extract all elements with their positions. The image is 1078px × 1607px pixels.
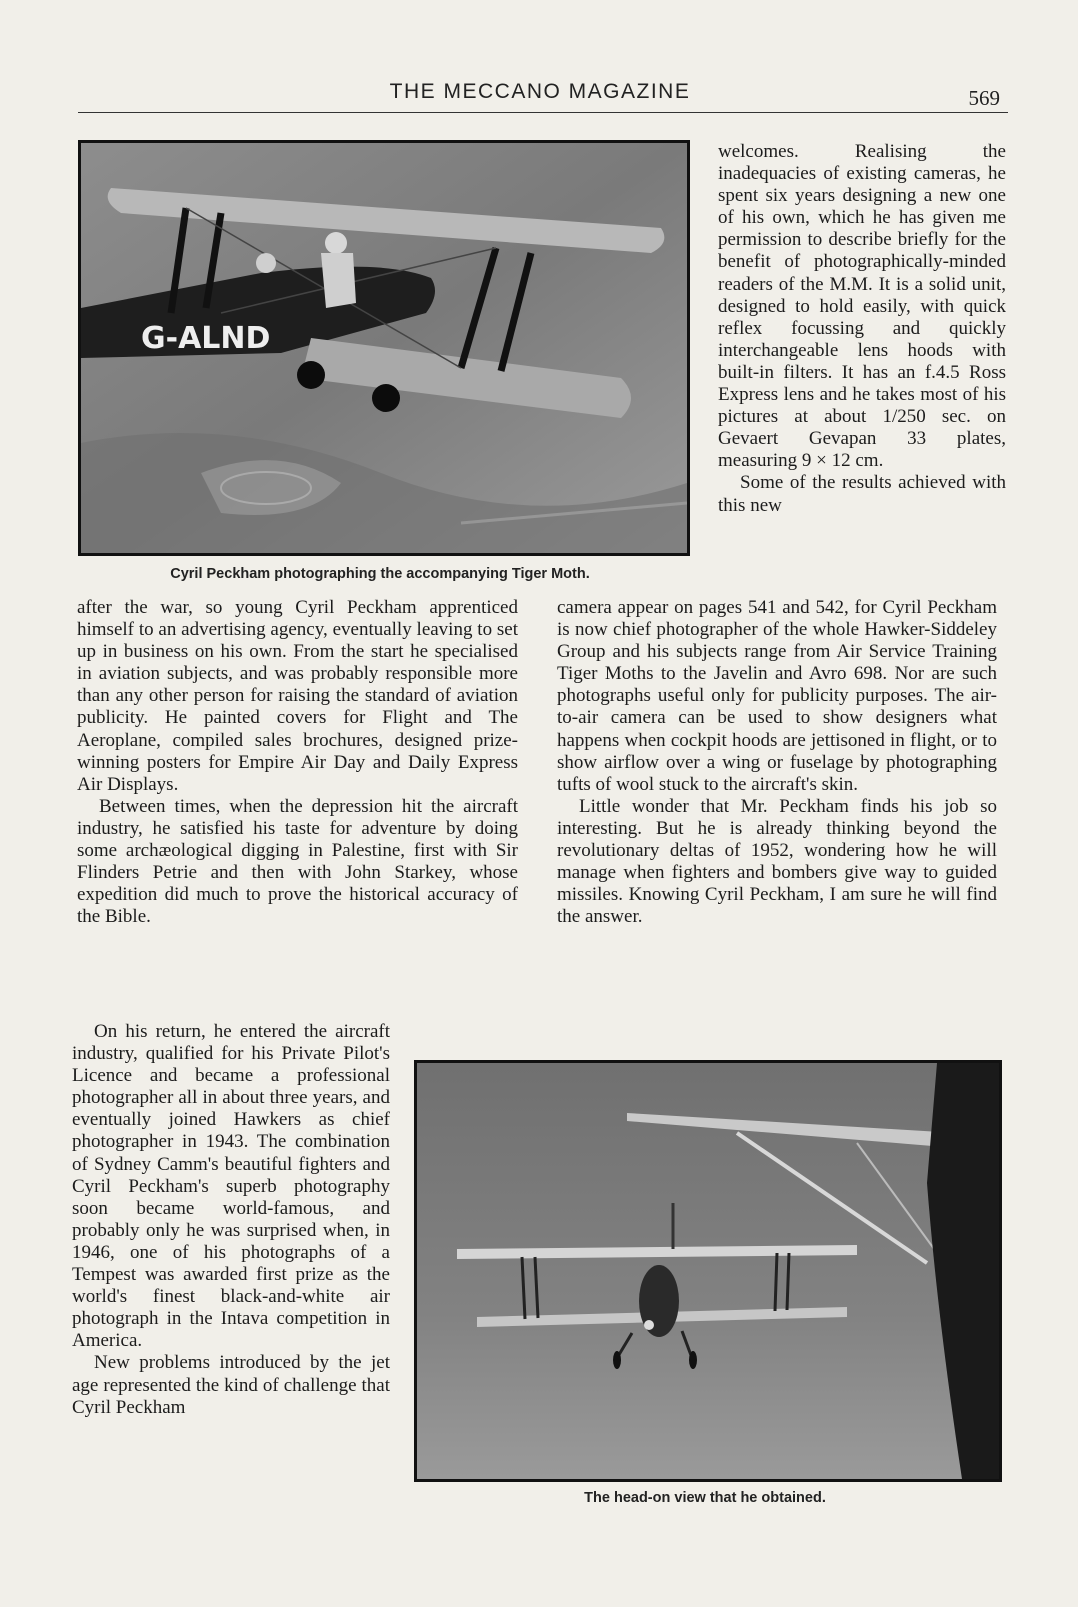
left-column-narrow <box>72 1021 390 1419</box>
running-header: THE MECCANO MAGAZINE <box>389 80 691 103</box>
paragraph: Some of the results achieved with this new <box>718 472 1006 516</box>
right-column-top <box>718 141 1006 517</box>
head-on-biplane-illustration <box>417 1063 999 1479</box>
figure-caption-1: Cyril Peckham photographing the accompanying Tiger Moth. <box>170 566 590 582</box>
paragraph: New problems introduced by the jet age represented the kind of challenge that Cyril Peckham <box>72 1352 390 1418</box>
paragraph: On his return, he entered the aircraft industry, qualified for his Private Pilot's Licence and became a professional photographer all in about three years, and eventually joined Hawkers as chief photographer in 1943. The combination of Sydney Camm's beautiful fighters and Cyril Peckham's superb photography soon became world-famous, and probably only he was surprised when, in 1946, one of his photographs of a Tempest was awarded first prize as the world's finest black-and-white air photograph in the Intava competition in America. <box>72 1021 390 1352</box>
figure-caption-2: The head-on view that he obtained. <box>584 1490 826 1506</box>
paragraph: Little wonder that Mr. Peckham finds his job so interesting. But he is already thinking beyond the revolutionary deltas of 1952, wondering how he will manage when fighters and bombers give way to guided missiles. Knowing Cyril Peckham, I am sure he will find the answer. <box>557 795 997 928</box>
left-column <box>77 597 518 928</box>
page-number: 569 <box>968 86 1000 110</box>
paragraph: welcomes. Realising the inadequacies of existing cameras, he spent six years designing a new one of his own, which he has given me permission to describe briefly for the benefit of photographically-minded readers of the M.M. It is a solid unit, designed to hold easily, with quick reflex focussing and quickly interchangeable lens hoods with built-in filters. It has an f.4.5 Ross Express lens and he takes most of his pictures at about 1/250 sec. on Gevaert Gevapan 33 plates, measuring 9 × 12 cm. <box>718 141 1006 472</box>
paragraph: camera appear on pages 541 and 542, for Cyril Peckham is now chief photographer of the whole Hawker-Siddeley Group and his subjects range from Air Service Training Tiger Moths to the Javelin and Avro 698. Nor are such photographs useful only for publicity purposes. The air-to-air camera can be used to show designers what happens when cockpit hoods are jettisoned in flight, or to show airflow over a wing or fuselage by photographing tufts of wool stuck to the aircraft's skin. <box>557 597 997 795</box>
paragraph: after the war, so young Cyril Peckham apprenticed himself to an advertising agency, eventually leaving to set up in business on his own. From the start he specialised in aviation subjects, and was probably responsible more than any other person for raising the standard of aviation publicity. He painted covers for Flight and The Aeroplane, compiled sales brochures, designed prize-winning posters for Empire Air Day and Daily Express Air Displays. <box>77 597 518 795</box>
paragraph: Between times, when the depression hit the aircraft industry, he satisfied his taste for adventure by doing some archæological digging in Palestine, first with Sir Flinders Petrie and then with John Starkey, whose expedition did much to prove the historical accuracy of the Bible. <box>77 795 518 928</box>
tiger-moth-side-illustration <box>81 143 687 553</box>
tiger-moth-photo <box>78 140 690 556</box>
head-on-photo <box>414 1060 1002 1482</box>
right-column <box>557 597 997 928</box>
aircraft-registration: G-ALND <box>141 321 271 356</box>
header-rule <box>78 112 1008 113</box>
